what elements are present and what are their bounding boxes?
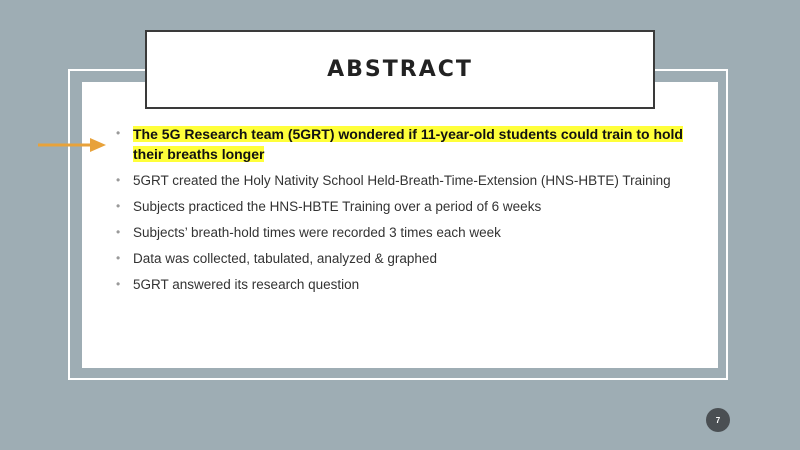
bullet-text: Subjects practiced the HNS-HBTE Training over a period of 6 weeks bbox=[133, 199, 542, 214]
slide-title: ABSTRACT bbox=[327, 57, 473, 82]
bullet-text: The 5G Research team (5GRT) wondered if 11-year-old students could train to hold their breaths longer bbox=[133, 126, 683, 162]
title-box bbox=[145, 30, 655, 109]
bullet-dot-icon: • bbox=[116, 277, 121, 291]
bullet-text: 5GRT answered its research question bbox=[133, 277, 360, 292]
bullet-dot-icon: • bbox=[116, 126, 121, 140]
bullet-item-data bbox=[113, 249, 703, 268]
bullet-item-research-question bbox=[113, 124, 703, 164]
bullet-text: Data was collected, tabulated, analyzed & graphed bbox=[133, 251, 437, 266]
bullet-item-training bbox=[113, 171, 703, 190]
page-number-badge: 7 bbox=[706, 408, 730, 432]
bullet-text: 5GRT created the Holy Nativity School Held-Breath-Time-Extension (HNS-HBTE) Training bbox=[133, 173, 671, 188]
bullet-item-conclusion bbox=[113, 275, 703, 294]
bullet-dot-icon: • bbox=[116, 173, 121, 187]
right-arrow-icon bbox=[36, 136, 108, 154]
bullet-item-recording bbox=[113, 223, 703, 242]
bullet-dot-icon: • bbox=[116, 225, 121, 239]
bullet-item-practice bbox=[113, 197, 703, 216]
bullet-list bbox=[113, 124, 703, 301]
bullet-dot-icon: • bbox=[116, 199, 121, 213]
bullet-text: Subjects’ breath-hold times were recorded 3 times each week bbox=[133, 225, 501, 240]
bullet-dot-icon: • bbox=[116, 251, 121, 265]
